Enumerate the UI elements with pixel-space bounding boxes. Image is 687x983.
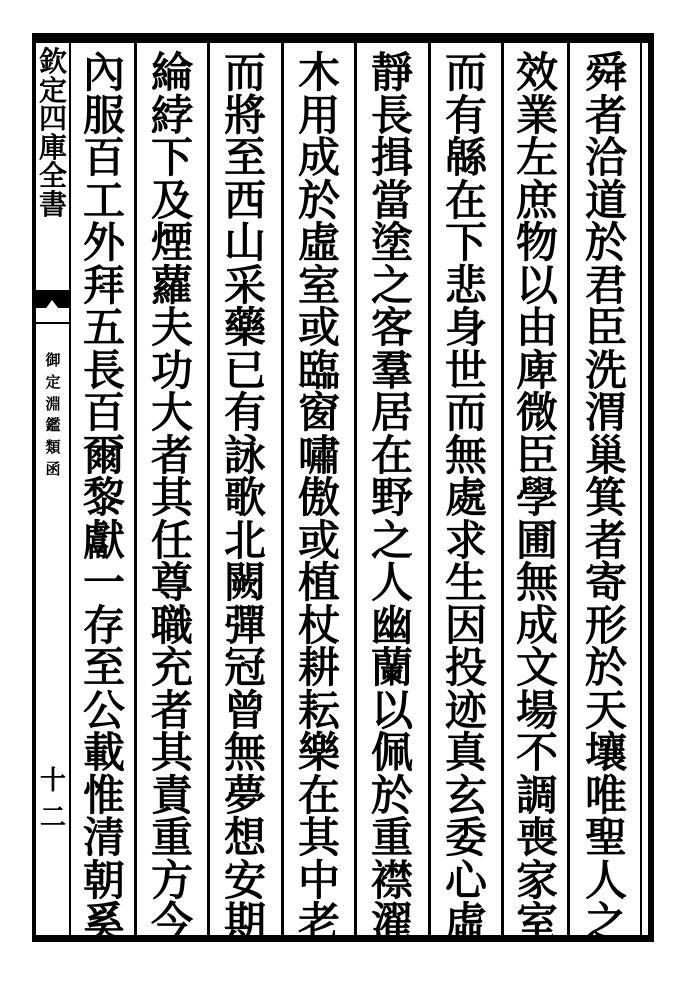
glyph: 中	[297, 855, 340, 905]
glyph: 其	[150, 728, 193, 777]
glyph: 野	[370, 473, 413, 522]
glyph: 學	[515, 473, 558, 522]
glyph: 渭	[584, 388, 627, 437]
glyph: 山	[223, 218, 266, 267]
glyph: 之	[370, 515, 413, 565]
glyph: 於	[584, 643, 627, 692]
glyph: 夢	[223, 770, 266, 820]
frame-top-border	[32, 33, 654, 43]
glyph: 百	[82, 388, 125, 437]
glyph: 傲	[297, 473, 340, 522]
glyph: 以	[370, 685, 413, 735]
glyph: 心	[444, 855, 487, 905]
glyph: 玄	[444, 770, 487, 820]
glyph: 揖	[370, 133, 413, 182]
glyph: 佩	[370, 728, 413, 777]
glyph: 公	[82, 685, 125, 735]
glyph: 或	[297, 515, 340, 565]
glyph: 欽	[38, 45, 67, 78]
margin-column-rule	[69, 43, 71, 935]
glyph: 清	[82, 813, 125, 862]
glyph: 尊	[150, 558, 193, 607]
glyph: 無	[223, 728, 266, 777]
glyph: 微	[515, 388, 558, 437]
glyph: 居	[370, 388, 413, 437]
glyph: 羣	[370, 345, 413, 395]
text-column-7	[140, 48, 204, 947]
glyph: 身	[444, 303, 487, 352]
glyph: 詠	[223, 430, 266, 480]
glyph: 全	[38, 159, 67, 193]
glyph: 無	[515, 558, 558, 607]
glyph: 耘	[297, 685, 340, 735]
glyph: 處	[444, 473, 487, 522]
margin-page-number: 十二	[39, 766, 66, 833]
glyph: 書	[38, 187, 67, 221]
glyph: 窗	[297, 388, 340, 437]
frame-inner-right-rule	[640, 43, 642, 935]
text-column-3	[434, 48, 498, 947]
glyph: 想	[223, 813, 266, 862]
glyph: 函	[45, 459, 61, 478]
glyph: 悲	[444, 260, 487, 310]
glyph: 者	[584, 515, 627, 565]
glyph: 下	[150, 133, 193, 182]
glyph: 濯	[370, 898, 413, 947]
glyph: 其	[150, 473, 193, 522]
glyph: 左	[515, 133, 558, 182]
glyph: 在	[444, 175, 487, 225]
glyph: 場	[515, 685, 558, 735]
glyph: 藥	[223, 303, 266, 352]
glyph: 塗	[370, 218, 413, 267]
glyph: 而	[223, 48, 266, 97]
text-column-4	[360, 48, 424, 947]
glyph: 奚	[82, 898, 125, 947]
glyph: 者	[150, 685, 193, 735]
glyph: 由	[515, 303, 558, 352]
glyph: 者	[584, 90, 627, 140]
glyph: 今	[150, 898, 193, 947]
glyph: 黎	[82, 473, 125, 522]
glyph: 杖	[297, 600, 340, 650]
glyph: 下	[444, 218, 487, 267]
glyph: 客	[370, 303, 413, 352]
glyph: 載	[82, 728, 125, 777]
text-column-1	[574, 48, 638, 947]
glyph: 耕	[297, 643, 340, 692]
glyph: 委	[444, 813, 487, 862]
glyph: 庳	[515, 345, 558, 395]
glyph: 冠	[223, 643, 266, 692]
glyph: 有	[223, 388, 266, 437]
glyph: 獻	[82, 515, 125, 565]
glyph: 成	[515, 600, 558, 650]
glyph: 方	[150, 855, 193, 905]
glyph: 臣	[584, 303, 627, 352]
glyph: 而	[444, 48, 487, 97]
glyph: 之	[370, 260, 413, 310]
glyph: 御	[45, 351, 61, 369]
glyph: 拜	[82, 260, 125, 310]
glyph: 已	[223, 345, 266, 395]
text-column-2	[505, 48, 569, 947]
glyph: 重	[150, 813, 193, 862]
glyph: 存	[82, 600, 125, 650]
glyph: 世	[444, 345, 487, 395]
glyph: 求	[444, 515, 487, 565]
glyph: 責	[150, 770, 193, 820]
glyph: 庫	[38, 130, 67, 164]
glyph: 圃	[515, 515, 558, 565]
glyph: 虛	[297, 218, 340, 267]
glyph: 鑑	[45, 416, 61, 435]
glyph: 在	[370, 430, 413, 480]
glyph: 長	[82, 345, 125, 395]
glyph: 蘭	[370, 643, 413, 692]
glyph: 嘯	[297, 430, 340, 480]
glyph: 真	[444, 728, 487, 777]
glyph: 舜	[584, 48, 627, 97]
column-rule	[501, 43, 504, 935]
glyph: 因	[444, 600, 487, 650]
glyph: 人	[370, 558, 413, 607]
glyph: 歌	[223, 473, 266, 522]
glyph: 類	[45, 438, 61, 456]
text-column-5	[287, 48, 351, 947]
glyph: 期	[223, 898, 266, 947]
glyph: 箕	[584, 473, 627, 522]
glyph: 聖	[584, 813, 627, 862]
glyph: 四	[38, 102, 67, 136]
glyph: 有	[444, 90, 487, 140]
glyph: 其	[297, 813, 340, 862]
glyph: 道	[584, 175, 627, 225]
glyph: 植	[297, 558, 340, 607]
glyph: 任	[150, 515, 193, 565]
glyph: 靜	[370, 48, 413, 97]
glyph: 煙	[150, 218, 193, 267]
glyph: 幽	[370, 600, 413, 650]
glyph: 綍	[150, 90, 193, 140]
glyph: 充	[150, 643, 193, 692]
glyph: 西	[223, 175, 266, 225]
glyph: 綸	[150, 48, 193, 97]
glyph: 重	[370, 813, 413, 862]
glyph: 及	[150, 175, 193, 225]
glyph: 巢	[584, 430, 627, 480]
glyph: 蘿	[150, 260, 193, 310]
glyph: 家	[515, 855, 558, 905]
glyph: 效	[515, 48, 558, 97]
glyph: 安	[223, 855, 266, 905]
glyph: 惟	[82, 770, 125, 820]
glyph: 采	[223, 260, 266, 310]
glyph: 生	[444, 558, 487, 607]
glyph: 文	[515, 643, 558, 692]
glyph: 成	[297, 133, 340, 182]
glyph: 唯	[584, 770, 627, 820]
glyph: 臨	[297, 345, 340, 395]
glyph: 服	[82, 90, 125, 140]
glyph: 無	[444, 430, 487, 480]
glyph: 於	[370, 770, 413, 820]
glyph: 形	[584, 600, 627, 650]
glyph: 君	[584, 260, 627, 310]
glyph: 於	[584, 218, 627, 267]
glyph: 調	[515, 770, 558, 820]
column-rule	[207, 43, 210, 935]
glyph: 曾	[223, 685, 266, 735]
glyph: 大	[150, 388, 193, 437]
glyph: 至	[82, 643, 125, 692]
glyph: 以	[515, 260, 558, 310]
glyph: 工	[82, 175, 125, 225]
glyph: 功	[150, 345, 193, 395]
glyph: 洗	[584, 345, 627, 395]
glyph: 一	[82, 558, 125, 607]
glyph: 用	[297, 90, 340, 140]
glyph: 室	[297, 260, 340, 310]
glyph: 五	[82, 303, 125, 352]
glyph: 內	[82, 48, 125, 97]
glyph: 天	[584, 685, 627, 735]
column-rule	[354, 43, 357, 935]
glyph: 長	[370, 90, 413, 140]
glyph: 樂	[297, 728, 340, 777]
glyph: 木	[297, 48, 340, 97]
glyph: 緜	[444, 133, 487, 182]
glyph: 迹	[444, 685, 487, 735]
frame-left-border	[32, 33, 36, 942]
glyph: 者	[150, 430, 193, 480]
glyph: 投	[444, 643, 487, 692]
glyph: 之	[584, 898, 627, 947]
glyph: 闕	[223, 558, 266, 607]
frame-bottom-border	[32, 935, 654, 942]
glyph: 人	[584, 855, 627, 905]
glyph: 百	[82, 133, 125, 182]
glyph: 北	[223, 515, 266, 565]
glyph: 夫	[150, 303, 193, 352]
fishtail-underline	[36, 322, 69, 324]
text-column-6	[213, 48, 277, 947]
glyph: 壤	[584, 728, 627, 777]
glyph: 爾	[82, 430, 125, 480]
text-column-8	[72, 48, 136, 947]
fishtail-notch	[36, 300, 69, 322]
glyph: 朝	[82, 855, 125, 905]
glyph: 物	[515, 218, 558, 267]
glyph: 至	[223, 133, 266, 182]
column-rule	[281, 43, 284, 935]
glyph: 業	[515, 90, 558, 140]
glyph: 不	[515, 728, 558, 777]
glyph: 洽	[584, 133, 627, 182]
glyph: 將	[223, 90, 266, 140]
glyph: 於	[297, 175, 340, 225]
glyph: 在	[297, 770, 340, 820]
glyph: 定	[45, 372, 61, 391]
glyph: 庶	[515, 175, 558, 225]
glyph: 老	[297, 898, 340, 947]
frame-right-border	[648, 33, 654, 942]
glyph: 襟	[370, 855, 413, 905]
glyph: 彈	[223, 600, 266, 650]
glyph: 虛	[444, 898, 487, 947]
glyph: 當	[370, 175, 413, 225]
glyph: 寄	[584, 558, 627, 607]
glyph: 定	[38, 73, 67, 107]
glyph: 或	[297, 303, 340, 352]
glyph: 外	[82, 218, 125, 267]
glyph: 職	[150, 600, 193, 650]
margin-title	[38, 45, 68, 278]
glyph: 喪	[515, 813, 558, 862]
column-rule	[428, 43, 431, 935]
margin-subtitle	[38, 350, 68, 490]
glyph: 室	[515, 898, 558, 947]
glyph: 淵	[45, 394, 61, 413]
glyph: 而	[444, 388, 487, 437]
glyph: 臣	[515, 430, 558, 480]
